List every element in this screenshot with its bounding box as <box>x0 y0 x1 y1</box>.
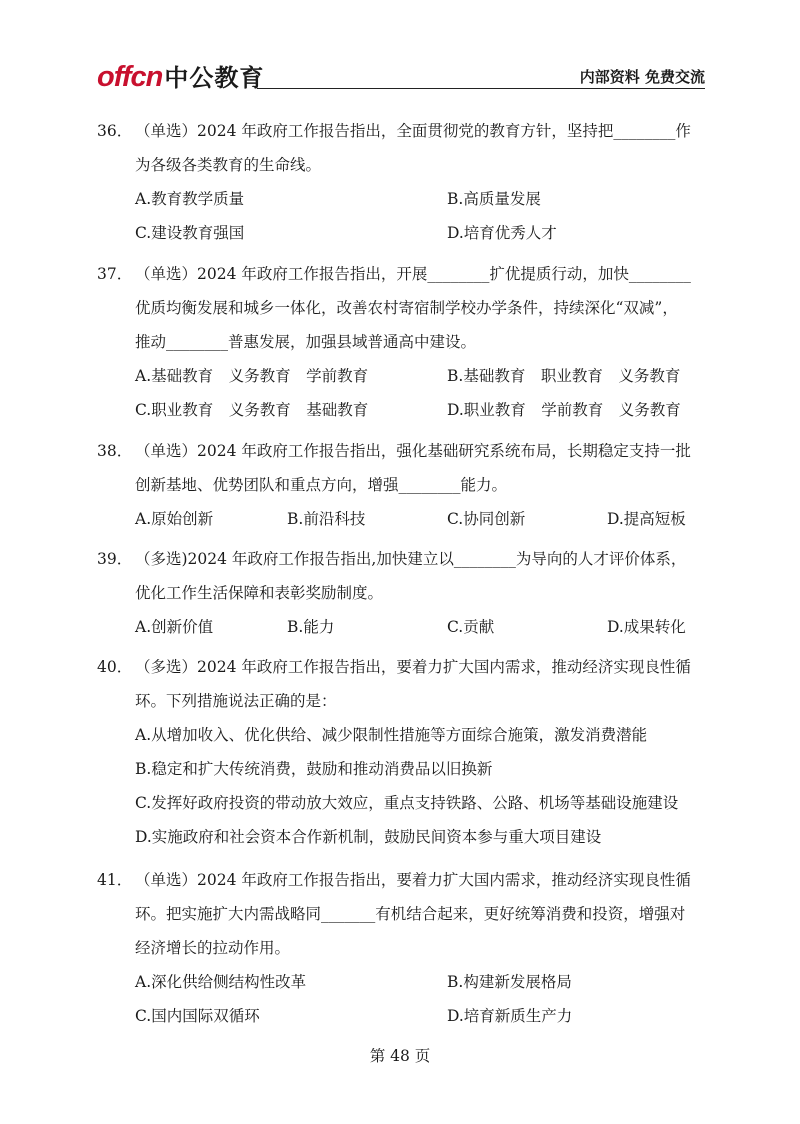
question-number: 39． <box>97 550 133 568</box>
question-line <box>97 542 707 576</box>
question-39 <box>97 542 707 644</box>
options-row <box>97 359 707 393</box>
question-40 <box>97 650 707 854</box>
question-text: 环。下列措施说法正确的是： <box>135 692 337 710</box>
header-tagline: 内部资料 免费交流 <box>579 68 705 86</box>
option-d: D.成果转化 <box>607 618 686 636</box>
question-text: 环。把实施扩大内需战略同_______有机结合起来，更好统筹消费和投资，增强对 <box>135 905 686 923</box>
option-b: B.能力 <box>287 618 335 636</box>
options-row <box>97 393 707 427</box>
question-text: （多选）2024 年政府工作报告指出，要着力扩大国内需求，推动经济实现良性循 <box>135 658 691 676</box>
option-b: B.前沿科技 <box>287 510 366 528</box>
option-c: C.建设教育强国 <box>135 224 245 242</box>
option-a: A.创新价值 <box>135 618 214 636</box>
options-row <box>97 216 707 250</box>
options-row <box>97 965 707 999</box>
option-a: A.教育教学质量 <box>135 190 245 208</box>
question-text: 推动________普惠发展，加强县域普通高中建设。 <box>135 333 477 351</box>
option-b: B.基础教育 职业教育 义务教育 <box>447 367 681 385</box>
option-a: A.基础教育 义务教育 学前教育 <box>135 367 369 385</box>
page-number: 第 48 页 <box>369 1047 431 1065</box>
question-number: 36． <box>97 122 133 140</box>
logo-en: offcn <box>97 61 163 93</box>
question-text: 经济增长的拉动作用。 <box>135 939 291 957</box>
question-line <box>97 650 707 684</box>
option-d: D.培育新质生产力 <box>447 1007 573 1025</box>
question-38 <box>97 434 707 536</box>
logo-cn: 中公教育 <box>164 64 265 92</box>
option-c: C.国内国际双循环 <box>135 1007 260 1025</box>
question-text: （单选）2024 年政府工作报告指出，要着力扩大国内需求，推动经济实现良性循 <box>135 871 691 889</box>
option-a: A.从增加收入、优化供给、减少限制性措施等方面综合施策，激发消费潜能 <box>135 726 648 744</box>
option-d: D.培育优秀人才 <box>447 224 557 242</box>
option-c: C.贡献 <box>447 618 495 636</box>
question-line <box>97 114 707 148</box>
question-line <box>97 257 707 291</box>
question-text: 优质均衡发展和城乡一体化，改善农村寄宿制学校办学条件，持续深化“双减”， <box>135 299 678 317</box>
option-d: D.职业教育 学前教育 义务教育 <box>447 401 681 419</box>
question-text: 创新基地、优势团队和重点方向，增强________能力。 <box>135 476 508 494</box>
option-b: B.稳定和扩大传统消费，鼓励和推动消费品以旧换新 <box>135 760 493 778</box>
question-text: （单选）2024 年政府工作报告指出，开展________扩优提质行动，加快________ <box>135 265 691 283</box>
options-row <box>97 182 707 216</box>
option-a: A.深化供给侧结构性改革 <box>135 973 307 991</box>
page-header <box>97 60 705 93</box>
offcn-logo <box>97 58 265 93</box>
header-divider <box>257 88 705 89</box>
options-row <box>97 610 707 644</box>
option-a: A.原始创新 <box>135 510 214 528</box>
question-text: 优化工作生活保障和表彰奖励制度。 <box>135 584 384 602</box>
option-d: D.提高短板 <box>607 510 686 528</box>
question-text: （单选）2024 年政府工作报告指出，强化基础研究系统布局，长期稳定支持一批 <box>135 442 691 460</box>
question-37 <box>97 257 707 427</box>
option-c: C.职业教育 义务教育 基础教育 <box>135 401 369 419</box>
option-b: B.构建新发展格局 <box>447 973 572 991</box>
option-b: B.高质量发展 <box>447 190 541 208</box>
question-41 <box>97 863 707 1033</box>
options-row <box>97 502 707 536</box>
question-line <box>97 434 707 468</box>
question-text: （单选）2024 年政府工作报告指出，全面贯彻党的教育方针，坚持把________作 <box>135 122 691 140</box>
question-number: 41． <box>97 871 133 889</box>
options-row <box>97 999 707 1033</box>
question-36 <box>97 114 707 250</box>
question-number: 40． <box>97 658 133 676</box>
question-text: 为各级各类教育的生命线。 <box>135 156 322 174</box>
question-number: 38． <box>97 442 133 460</box>
question-line <box>97 863 707 897</box>
option-c: C.发挥好政府投资的带动放大效应，重点支持铁路、公路、机场等基础设施建设 <box>135 794 679 812</box>
option-c: C.协同创新 <box>447 510 526 528</box>
question-number: 37． <box>97 265 133 283</box>
option-d: D.实施政府和社会资本合作新机制，鼓励民间资本参与重大项目建设 <box>135 828 602 846</box>
question-text: （多选)2024 年政府工作报告指出,加快建立以________为导向的人才评价体系， <box>135 550 687 568</box>
